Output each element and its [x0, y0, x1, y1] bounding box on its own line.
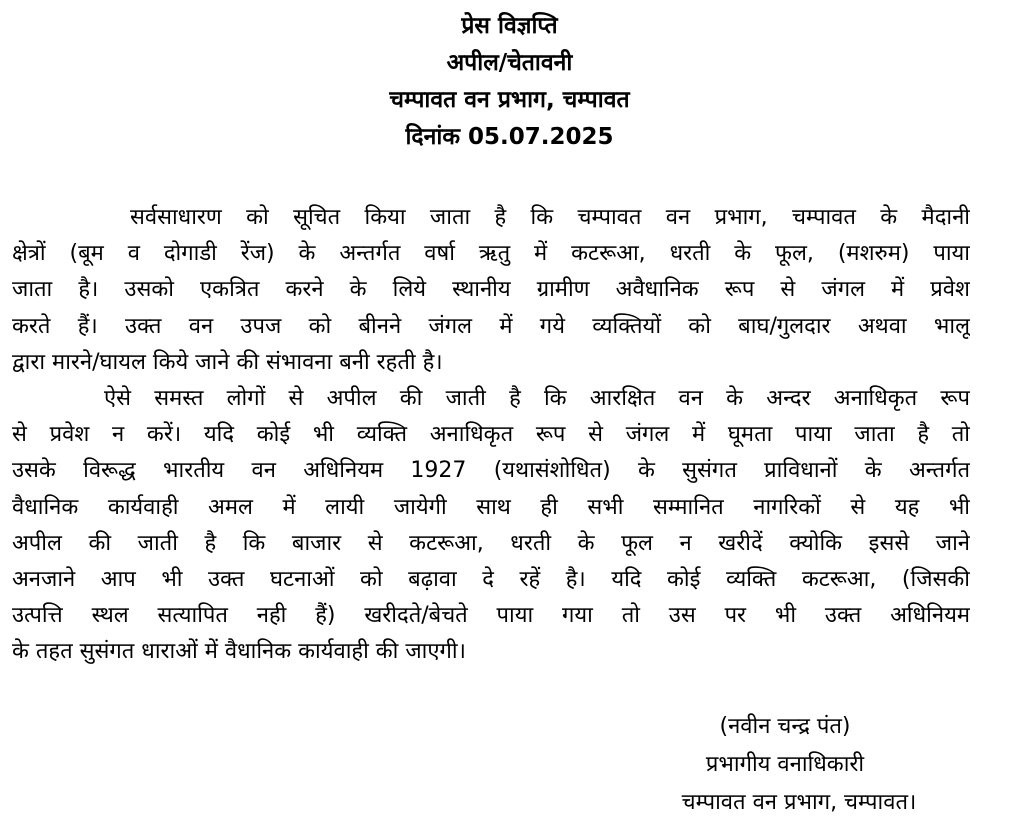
body-line: उसके विरूद्ध भारतीय वन अधिनियम 1927 (यथासंशोधित) के सुसंगत प्राविधानों के अन्तर्गत — [12, 458, 970, 484]
signatory-designation: प्रभागीय वनाधिकारी — [705, 752, 865, 777]
body-line: जाता है। उसको एकत्रित करने के लिये स्थानीय ग्रामीण अवैधानिक रूप से जंगल में प्रवेश — [12, 277, 970, 303]
body-line: अनजाने आप भी उक्त घटनाओं को बढ़ावा दे रहें है। यदि कोई व्यक्ति कटरूआ, (जिसकी — [12, 566, 970, 592]
document-date — [0, 119, 1019, 156]
body-line: से प्रवेश न करें। यदि कोई भी व्यक्ति अनाधिकृत रूप से जंगल में घूमता पाया जाता है तो — [12, 422, 970, 448]
signature-block — [560, 708, 1010, 822]
issuing-office: चम्पावत वन प्रभाग, चम्पावत — [389, 87, 630, 113]
date-value: 05.07.2025 — [468, 124, 614, 150]
document-header — [0, 8, 1019, 156]
body-line: अपील की जाती है कि बाजार से कटरूआ, धरती के फूल न खरीदें क्योकि इससे जाने — [12, 530, 970, 556]
body-line: उत्पत्ति स्थल सत्यापित नही हैं) खरीदते/बेचते पाया गया तो उस पर भी उक्त अधिनियम — [12, 603, 970, 629]
document-subtitle: अपील/चेतावनी — [446, 50, 573, 76]
document-title: प्रेस विज्ञप्ति — [461, 13, 558, 39]
body-line: सर्वसाधारण को सूचित किया जाता है कि चम्पावत वन प्रभाग, चम्पावत के मैदानी — [130, 205, 970, 230]
body-line: करते हैं। उक्त वन उपज को बीनने जंगल में गये व्यक्तियों को बाघ/गुलदार अथवा भालू — [12, 313, 970, 339]
body-line: ऐसे समस्त लोगों से अपील की जाती है कि आरक्षित वन के अन्दर अनाधिकृत रूप — [104, 385, 970, 411]
body-line: वैधानिक कार्यवाही अमल में लायी जायेगी साथ ही सभी सम्मानित नागरिकों से यह भी — [12, 494, 970, 520]
body-line: के तहत सुसंगत धाराओं में वैधानिक कार्यवाही की जाएगी। — [12, 639, 466, 665]
body-line: क्षेत्रों (बूम व दोगाडी रेंज) के अन्तर्गत वर्षा ऋतु में कटरूआ, धरती के फूल, (मशरुम) पाया — [12, 241, 970, 267]
signatory-office: चम्पावत वन प्रभाग, चम्पावत। — [681, 790, 917, 815]
signatory-name: (नवीन चन्द्र पंत) — [719, 714, 851, 739]
notice-body — [12, 200, 970, 670]
body-line: द्वारा मारने/घायल किये जाने की संभावना बनी रहती है। — [12, 349, 443, 375]
date-label: दिनांक — [405, 124, 461, 150]
